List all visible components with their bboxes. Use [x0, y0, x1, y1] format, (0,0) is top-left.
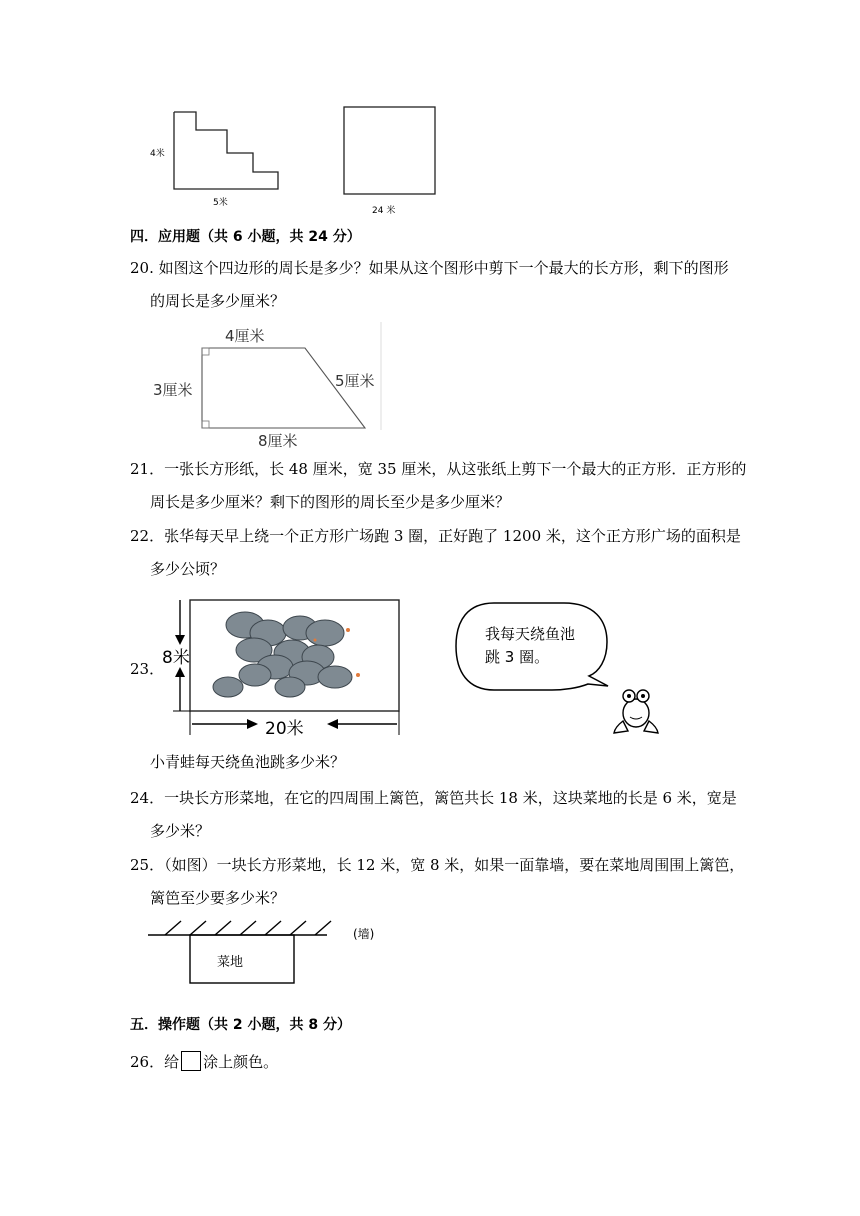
- pond-height-label: 8米: [162, 648, 190, 668]
- trapezoid-top-label: 4厘米: [225, 327, 265, 345]
- stair-height-label: 4米: [150, 149, 165, 159]
- q26-after: 涂上颜色。: [203, 1053, 279, 1071]
- bubble-line2: 跳 3 圈。: [485, 648, 550, 666]
- trapezoid-bottom-label: 8厘米: [258, 432, 298, 450]
- q22-line2: 多少公顷？: [150, 560, 226, 578]
- fish-group: [213, 612, 352, 697]
- q24-line2: 多少米？: [150, 822, 211, 840]
- trapezoid-figure: [150, 320, 390, 452]
- q20-line1: 20. 如图这个四边形的周长是多少？如果从这个图形中剪下一个最大的长方形，剩下的图形: [130, 259, 729, 277]
- q21-line1: 21．一张长方形纸，长 48 厘米，宽 35 厘米，从这张纸上剪下一个最大的正方形．正方形的: [130, 460, 747, 478]
- section5-heading: 五．操作题（共 2 小题，共 8 分）: [130, 1017, 351, 1033]
- stair-width-label: 5米: [213, 198, 228, 208]
- field-label: 菜地: [217, 955, 244, 970]
- pond-width-label: 20米: [265, 719, 304, 739]
- q25-line2: 篱笆至少要多少米？: [150, 889, 286, 907]
- q21-line2: 周长是多少厘米？剩下的图形的周长至少是多少厘米？: [150, 493, 511, 511]
- section4-heading: 四．应用题（共 6 小题，共 24 分）: [130, 229, 361, 245]
- q26-line: [130, 1051, 278, 1072]
- square-shape-icon: [181, 1051, 201, 1071]
- square-perimeter-label: 24 米: [372, 206, 396, 216]
- stair-figure: [145, 105, 290, 210]
- square-figure: [335, 100, 445, 220]
- wall-label: (墙): [353, 927, 375, 941]
- q26-before: 26．给: [130, 1053, 180, 1071]
- bubble-line1: 我每天绕鱼池: [485, 625, 576, 643]
- q20-line2: 的周长是多少厘米？: [150, 292, 286, 310]
- trapezoid-right-label: 5厘米: [335, 372, 375, 390]
- frog-icon: [610, 683, 662, 735]
- q25-line1: 25．（如图）一块长方形菜地，长 12 米，宽 8 米，如果一面靠墙，要在菜地周围围上篱笆，: [130, 856, 745, 874]
- q23-question: 小青蛙每天绕鱼池跳多少米？: [150, 753, 346, 771]
- q24-line1: 24．一块长方形菜地，在它的四周围上篱笆，篱笆共长 18 米，这块菜地的长是 6 米，宽是: [130, 789, 737, 807]
- trapezoid-left-label: 3厘米: [153, 381, 193, 399]
- fish-pond-figure: [162, 595, 410, 740]
- q23-number: 23．: [130, 660, 165, 678]
- wall-field-figure: [145, 915, 385, 1000]
- q22-line1: 22．张华每天早上绕一个正方形广场跑 3 圈，正好跑了 1200 米，这个正方形广场的面积是: [130, 527, 741, 545]
